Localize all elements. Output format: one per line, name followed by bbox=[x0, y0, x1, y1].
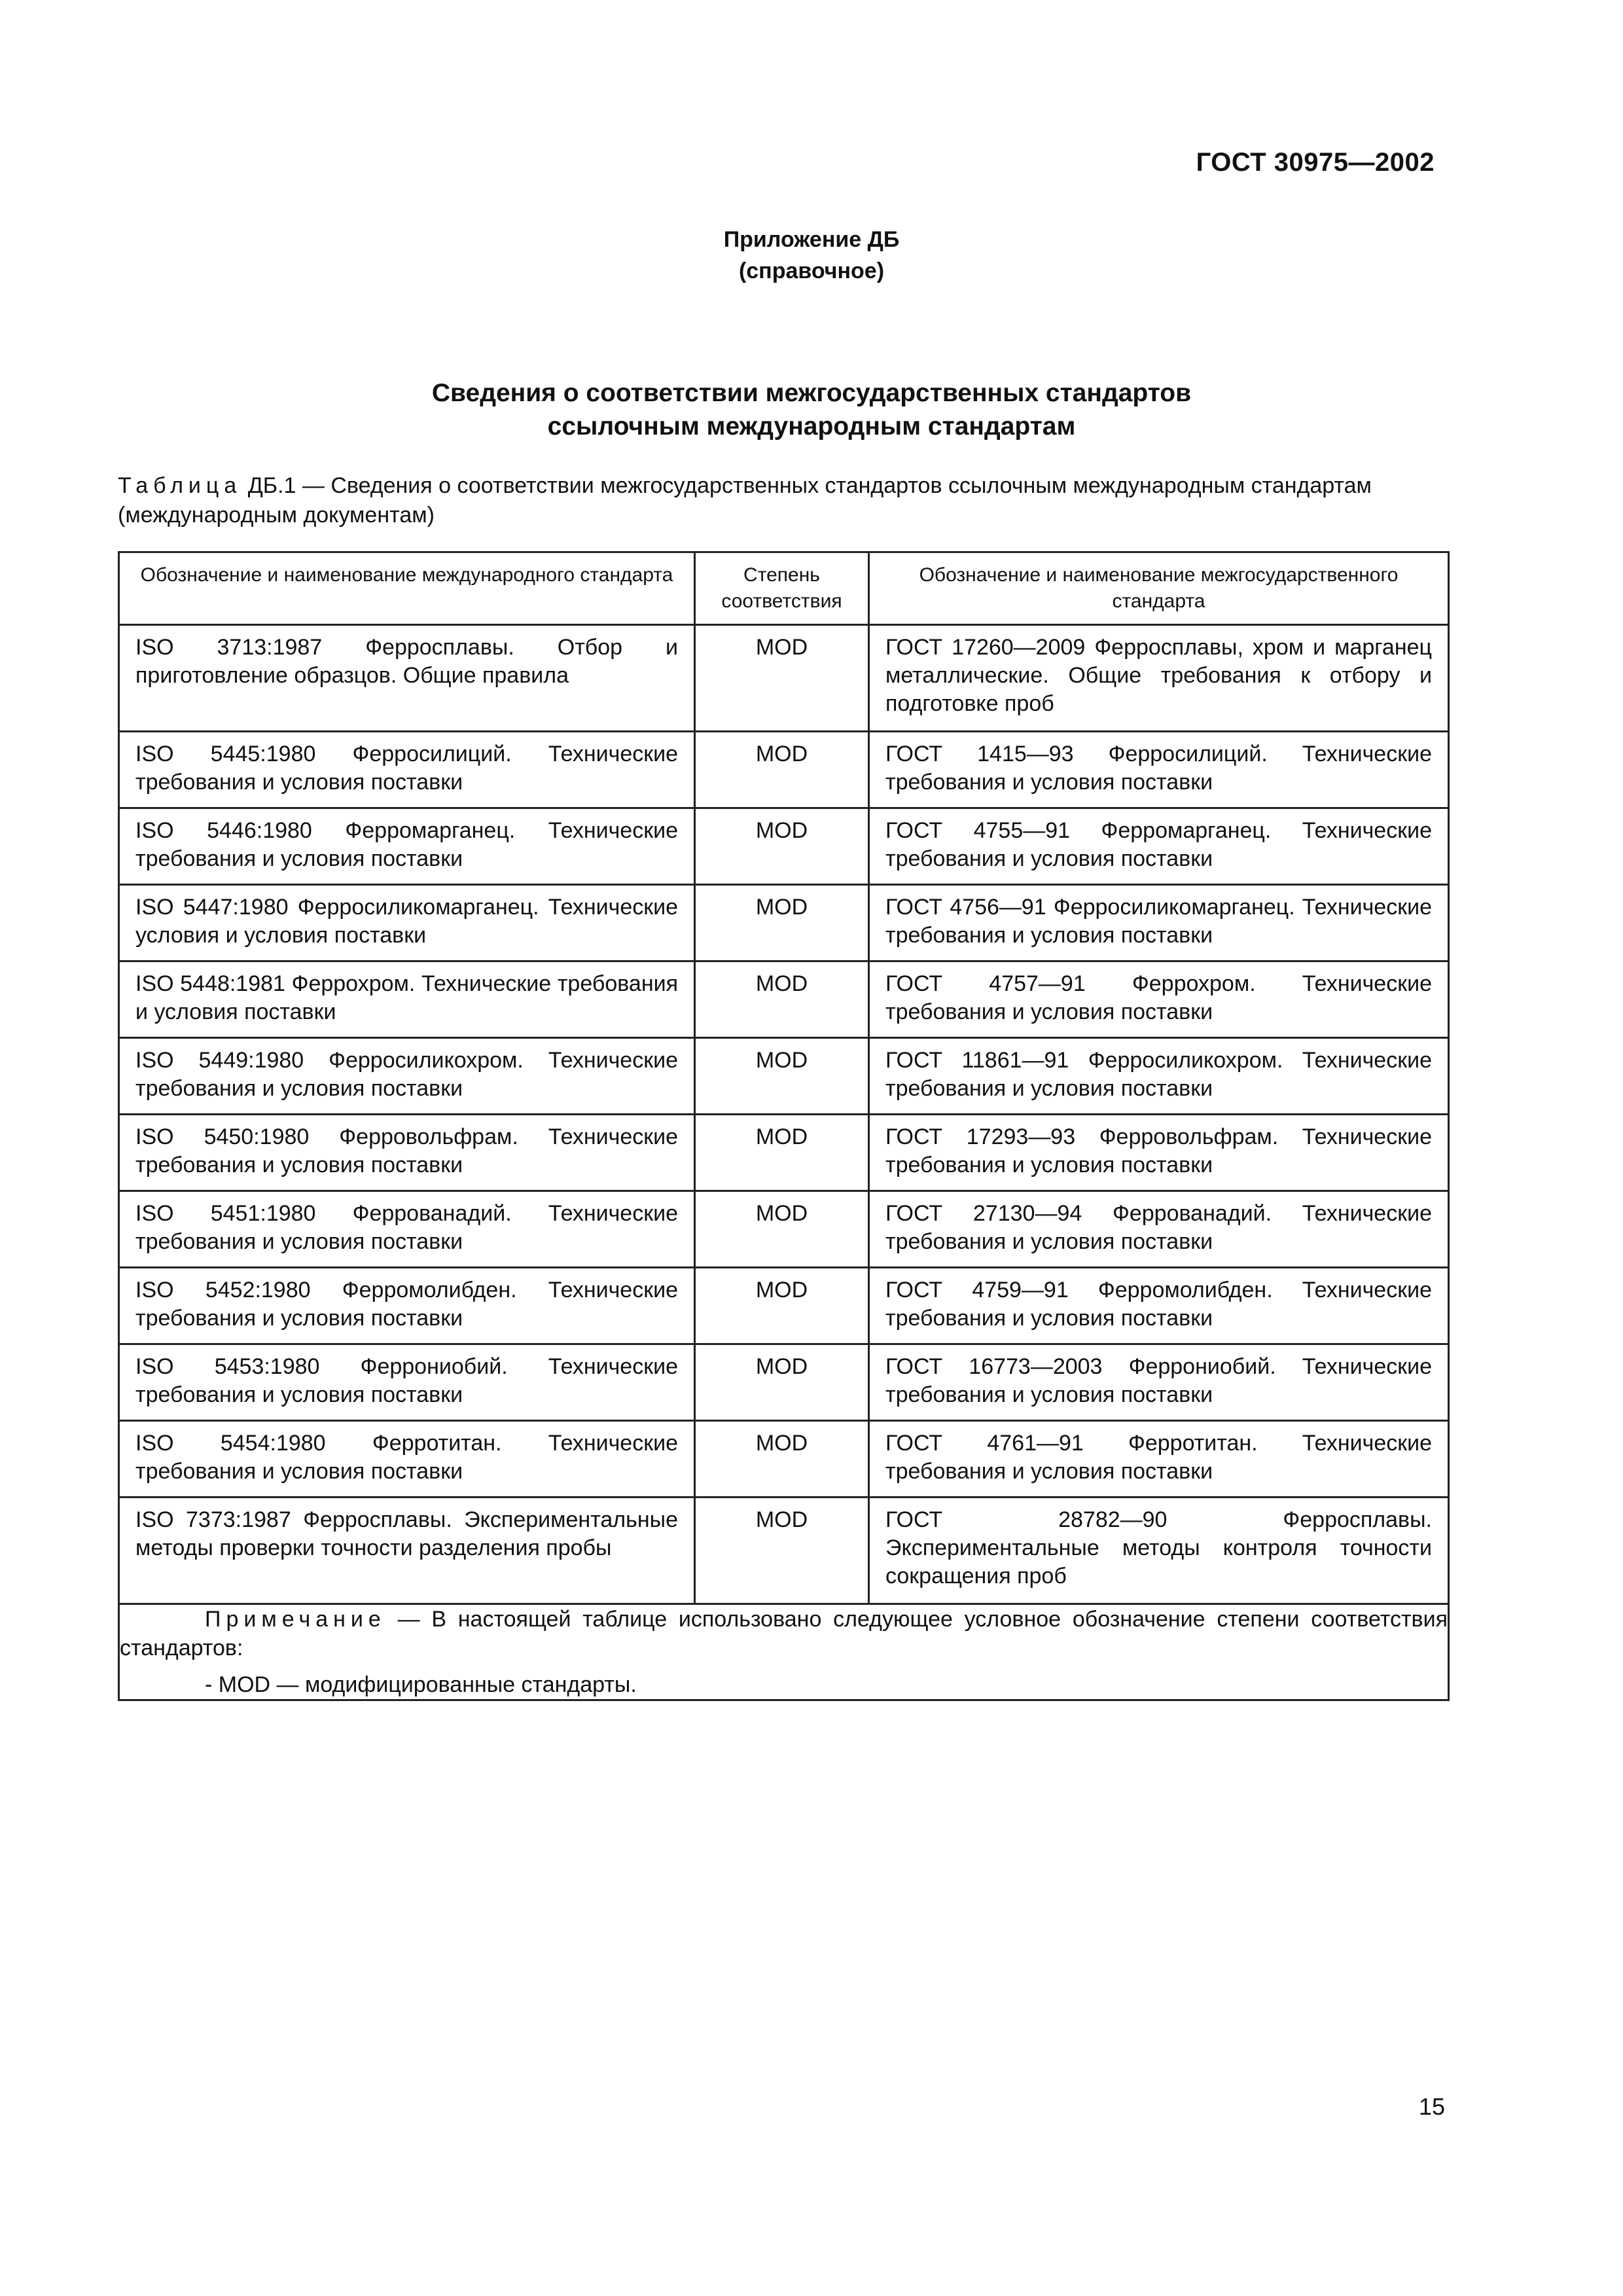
intl-standard-cell: ISO 5447:1980 Ферросиликомарганец. Технические условия и условия поставки bbox=[119, 885, 695, 961]
note-cell bbox=[119, 1604, 1449, 1700]
note-text bbox=[120, 1605, 1448, 1662]
caption-label: Таблица bbox=[118, 473, 242, 498]
interstate-standard-cell: ГОСТ 4755—91 Ферромарганец. Технические требования и условия поставки bbox=[869, 808, 1449, 885]
degree-cell: MOD bbox=[695, 1191, 869, 1268]
degree-cell: MOD bbox=[695, 1498, 869, 1604]
interstate-standard-cell: ГОСТ 4756—91 Ферросиликомарганец. Технические требования и условия поставки bbox=[869, 885, 1449, 961]
degree-cell: MOD bbox=[695, 885, 869, 961]
table-body bbox=[119, 625, 1449, 1604]
intl-standard-cell: ISO 5446:1980 Ферромарганец. Технические требования и условия поставки bbox=[119, 808, 695, 885]
table-caption bbox=[118, 471, 1446, 530]
interstate-standard-cell: ГОСТ 16773—2003 Феррониобий. Технические требования и условия поставки bbox=[869, 1344, 1449, 1421]
table-row bbox=[119, 1038, 1449, 1115]
degree-cell: MOD bbox=[695, 625, 869, 732]
caption-text: ДБ.1 — Сведения о соответствии межгосударственных стандартов ссылочным международным стандартам (международным документам) bbox=[118, 473, 1372, 528]
intl-standard-cell: ISO 7373:1987 Ферросплавы. Экспериментальные методы проверки точности разделения пробы bbox=[119, 1498, 695, 1604]
intl-standard-cell: ISO 5448:1981 Феррохром. Технические требования и условия поставки bbox=[119, 961, 695, 1038]
appendix-type: (справочное) bbox=[738, 259, 885, 283]
degree-cell: MOD bbox=[695, 1115, 869, 1191]
interstate-standard-cell: ГОСТ 11861—91 Ферросиликохром. Технические требования и условия поставки bbox=[869, 1038, 1449, 1115]
degree-cell: MOD bbox=[695, 1344, 869, 1421]
degree-cell: MOD bbox=[695, 961, 869, 1038]
table-row bbox=[119, 1498, 1449, 1604]
intl-standard-cell: ISO 5449:1980 Ферросиликохром. Технические требования и условия поставки bbox=[119, 1038, 695, 1115]
interstate-standard-cell: ГОСТ 1415—93 Ферросилиций. Технические требования и условия поставки bbox=[869, 732, 1449, 808]
table-row bbox=[119, 1344, 1449, 1421]
intl-standard-cell: ISO 5445:1980 Ферросилиций. Технические требования и условия поставки bbox=[119, 732, 695, 808]
correspondence-table bbox=[118, 551, 1450, 1701]
section-title-line1: Сведения о соответствии межгосударственных стандартов bbox=[431, 379, 1192, 407]
page-number: 15 bbox=[1418, 2093, 1445, 2120]
table-row bbox=[119, 732, 1449, 808]
document-id: ГОСТ 30975—2002 bbox=[1196, 148, 1435, 177]
table-row bbox=[119, 808, 1449, 885]
table-row bbox=[119, 961, 1449, 1038]
table-header-row bbox=[119, 552, 1449, 625]
column-header-degree: Степень соответствия bbox=[695, 552, 869, 625]
table-row bbox=[119, 885, 1449, 961]
table-row bbox=[119, 1115, 1449, 1191]
intl-standard-cell: ISO 5450:1980 Ферровольфрам. Технические требования и условия поставки bbox=[119, 1115, 695, 1191]
note-body: — В настоящей таблице использовано следующее условное обозначение степени соответствия стандартов: bbox=[120, 1607, 1448, 1660]
section-title-line2: ссылочным международным стандартам bbox=[547, 412, 1076, 440]
interstate-standard-cell: ГОСТ 27130—94 Феррованадий. Технические требования и условия поставки bbox=[869, 1191, 1449, 1268]
intl-standard-cell: ISO 5451:1980 Феррованадий. Технические требования и условия поставки bbox=[119, 1191, 695, 1268]
intl-standard-cell: ISO 5453:1980 Феррониобий. Технические требования и условия поставки bbox=[119, 1344, 695, 1421]
note-row bbox=[119, 1604, 1449, 1700]
intl-standard-cell: ISO 3713:1987 Ферросплавы. Отбор и приготовление образцов. Общие правила bbox=[119, 625, 695, 732]
intl-standard-cell: ISO 5454:1980 Ферротитан. Технические требования и условия поставки bbox=[119, 1421, 695, 1498]
interstate-standard-cell: ГОСТ 17260—2009 Ферросплавы, хром и марганец металлические. Общие требования к отбору и подготовке проб bbox=[869, 625, 1449, 732]
interstate-standard-cell: ГОСТ 4761—91 Ферротитан. Технические требования и условия поставки bbox=[869, 1421, 1449, 1498]
interstate-standard-cell: ГОСТ 17293—93 Ферровольфрам. Технические требования и условия поставки bbox=[869, 1115, 1449, 1191]
interstate-standard-cell: ГОСТ 4757—91 Феррохром. Технические требования и условия поставки bbox=[869, 961, 1449, 1038]
degree-cell: MOD bbox=[695, 1421, 869, 1498]
column-header-interstate: Обозначение и наименование межгосударственного стандарта bbox=[869, 552, 1449, 625]
intl-standard-cell: ISO 5452:1980 Ферромолибден. Технические требования и условия поставки bbox=[119, 1268, 695, 1344]
degree-cell: MOD bbox=[695, 732, 869, 808]
degree-cell: MOD bbox=[695, 808, 869, 885]
table-row bbox=[119, 625, 1449, 732]
note-label: Примечание bbox=[205, 1607, 386, 1632]
interstate-standard-cell: ГОСТ 28782—90 Ферросплавы. Экспериментальные методы контроля точности сокращения проб bbox=[869, 1498, 1449, 1604]
column-header-intl: Обозначение и наименование международного стандарта bbox=[119, 552, 695, 625]
appendix-title: Приложение ДБ bbox=[723, 227, 900, 252]
table-row bbox=[119, 1268, 1449, 1344]
table-row bbox=[119, 1421, 1449, 1498]
interstate-standard-cell: ГОСТ 4759—91 Ферромолибден. Технические требования и условия поставки bbox=[869, 1268, 1449, 1344]
note-item: - MOD — модифицированные стандарты. bbox=[205, 1672, 637, 1697]
degree-cell: MOD bbox=[695, 1268, 869, 1344]
table-row bbox=[119, 1191, 1449, 1268]
degree-cell: MOD bbox=[695, 1038, 869, 1115]
